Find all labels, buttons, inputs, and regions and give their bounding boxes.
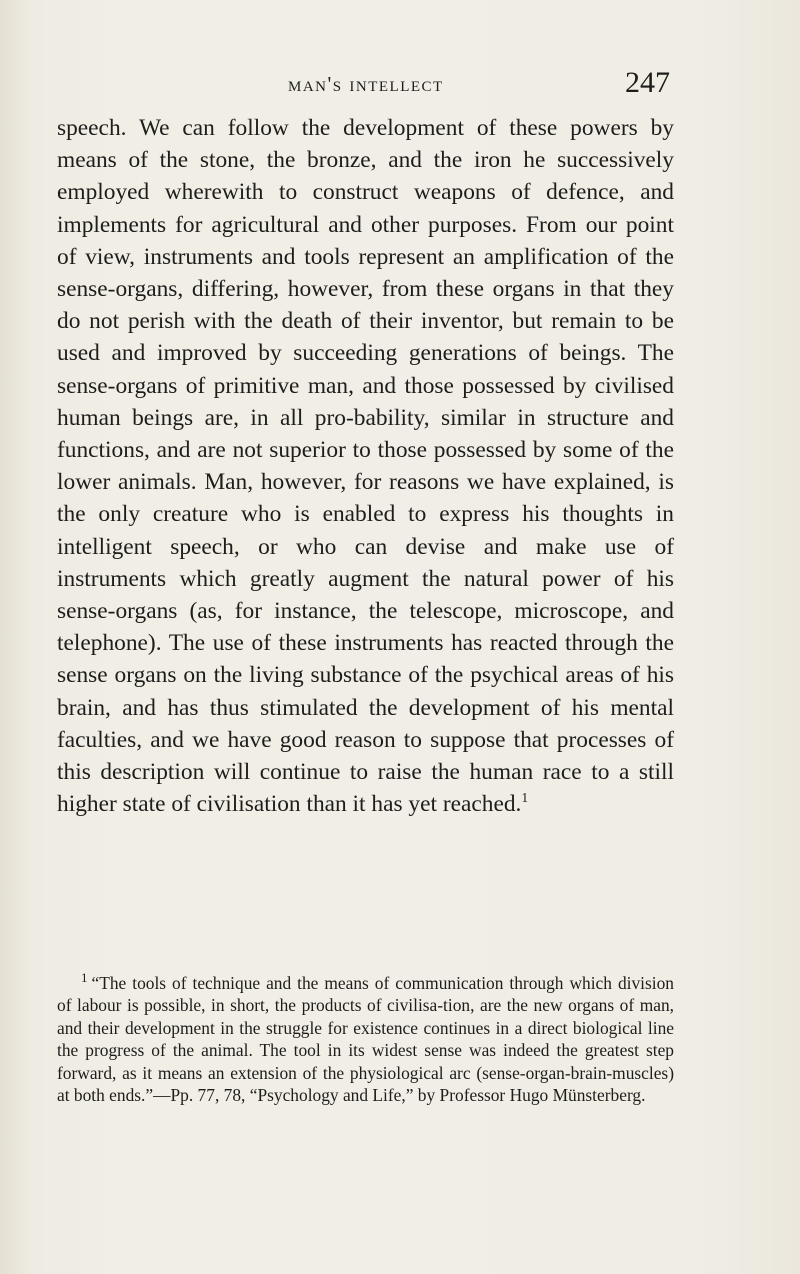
footnote [57,972,674,1106]
footnote-marker: 1 [81,970,88,986]
running-head [200,62,670,102]
page-number: 247 [625,66,670,99]
footnote-reference[interactable]: 1 [521,790,529,806]
running-title: man's intellect [288,72,444,96]
body-text: speech. We can follow the development of these powers by means of the stone, the bronze, and the iron he successively employed wherewith to construct weapons of defence, and implements for agricultural and other purposes. From our point of view, instruments and tools represent an amplification of the sense-organs, differing, however, from these organs in that they do not perish with the death of their inventor, but remain to be used and improved by succeeding generations of beings. The sense-organs of primitive man, and those possessed by civilised human beings are, in all pro-bability, similar in structure and functions, and are not superior to those possessed by some of the lower animals. Man, however, for reasons we have explained, is the only creature who is enabled to express his thoughts in intelligent speech, or who can devise and make use of instruments which greatly augment the natural power of his sense-organs (as, for instance, the telescope, microscope, and telephone). The use of these instruments has reacted through the sense organs on the living substance of the psychical areas of his brain, and has thus stimulated the development of his mental faculties, and we have good reason to suppose that processes of this description will continue to raise the human race to a still higher state of civilisation than it has yet reached. [57,115,674,818]
body-paragraph [57,112,674,820]
footnote-text: “The tools of technique and the means of communication through which division of labour is possible, in short, the products of civilisa-tion, are the new organs of man, and their development in the struggle for existence continues in a direct biological line the progress of the animal. The tool in its widest sense was indeed the greatest step forward, as it means an extension of the physiological arc (sense-organ-brain-muscles) at both ends.”—Pp. 77, 78, “Psychology and Life,” by Professor Hugo Münsterberg. [57,973,674,1106]
